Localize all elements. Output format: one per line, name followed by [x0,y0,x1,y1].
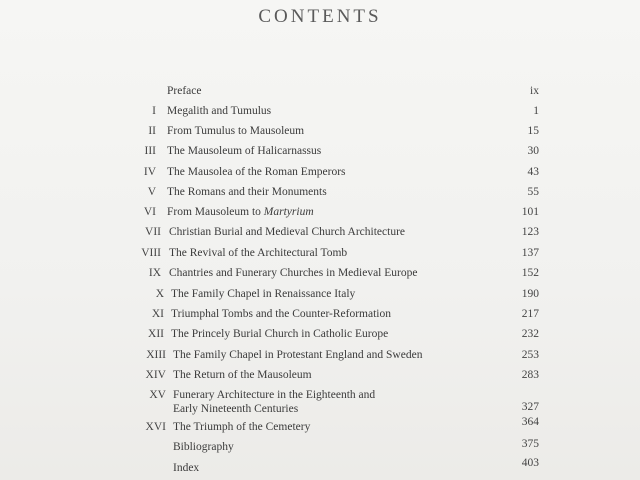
chapter-title: The Triumph of the Cemetery [173,421,311,433]
toc-entry [0,205,640,223]
chapter-number: I [152,105,156,117]
page-number: 1 [533,105,539,117]
toc-entry [0,416,640,438]
page-number: 15 [527,125,539,137]
page-number: 101 [521,206,539,218]
toc-entry [0,266,640,284]
toc-entry [0,327,640,345]
chapter-number: IX [148,267,161,279]
chapter-number: III [144,145,156,157]
page-number: 190 [521,288,539,300]
chapter-title: Index [173,462,200,474]
chapter-number: VIII [141,247,161,259]
chapter-number: XIII [146,349,166,361]
chapter-number: VI [143,206,156,218]
toc-entry [0,368,640,386]
chapter-title: Triumphal Tombs and the Counter-Reformation [171,308,391,320]
toc-entry-index [0,457,640,479]
toc-entry [0,124,640,142]
page-number: 403 [521,457,539,469]
page-number: 30 [527,145,539,157]
chapter-title: Funerary Architecture in the Eighteenth and Early Nineteenth Centuries [173,389,376,415]
toc-entry [0,165,640,183]
toc-entry [0,104,640,122]
toc-entry [0,307,640,325]
chapter-title: From Tumulus to Mausoleum [167,125,305,137]
chapter-title: The Mausolea of the Roman Emperors [167,166,346,178]
toc-entry [0,144,640,162]
chapter-title: Bibliography [173,441,234,453]
toc-entry-preface [0,84,640,102]
page-number: 55 [527,186,539,198]
page-number: 327 [521,401,539,413]
page-number: 364 [521,416,539,428]
chapter-title: The Return of the Mausoleum [173,369,312,381]
chapter-number: II [148,125,156,137]
toc-entry [0,348,640,366]
page-number: 375 [521,438,539,450]
page-number: 253 [521,349,539,361]
chapter-number: XIV [145,369,166,381]
chapter-title: The Romans and their Monuments [167,186,327,198]
chapter-title: Preface [167,85,202,97]
chapter-title: Christian Burial and Medieval Church Architecture [169,226,406,238]
toc-entry-bibliography [0,440,640,458]
toc-entry-two-line [0,388,640,422]
chapter-title: The Family Chapel in Renaissance Italy [171,288,356,300]
toc-entry [0,185,640,203]
toc-entry [0,246,640,264]
chapter-number: V [147,186,156,198]
page-number: 232 [521,328,539,340]
toc-entry [0,287,640,305]
chapter-title: Megalith and Tumulus [167,105,272,117]
chapter-title: Chantries and Funerary Churches in Medieval Europe [169,267,418,279]
chapter-number: XI [151,308,164,320]
page-number: 152 [521,267,539,279]
chapter-number: X [155,288,164,300]
chapter-number: XV [149,389,166,401]
chapter-title: The Family Chapel in Protestant England and Sweden [173,349,423,361]
page-number: 217 [521,308,539,320]
page-number: 43 [527,166,539,178]
chapter-title: The Revival of the Architectural Tomb [169,247,348,259]
chapter-title: The Mausoleum of Halicarnassus [167,145,322,157]
chapter-title: From Mausoleum to Martyrium [167,206,314,218]
chapter-number: VII [145,226,161,238]
page-number: ix [530,85,539,97]
toc-entry [0,225,640,243]
chapter-number: XII [148,328,164,340]
chapter-number: IV [143,166,156,178]
page-number: 123 [521,226,539,238]
page-number: 137 [521,247,539,259]
chapter-number: XVI [145,421,166,433]
page-title: CONTENTS [258,6,382,27]
page-number: 283 [521,369,539,381]
chapter-title: The Princely Burial Church in Catholic Europe [171,328,389,340]
chapter-title-italic: Martyrium [263,206,314,218]
